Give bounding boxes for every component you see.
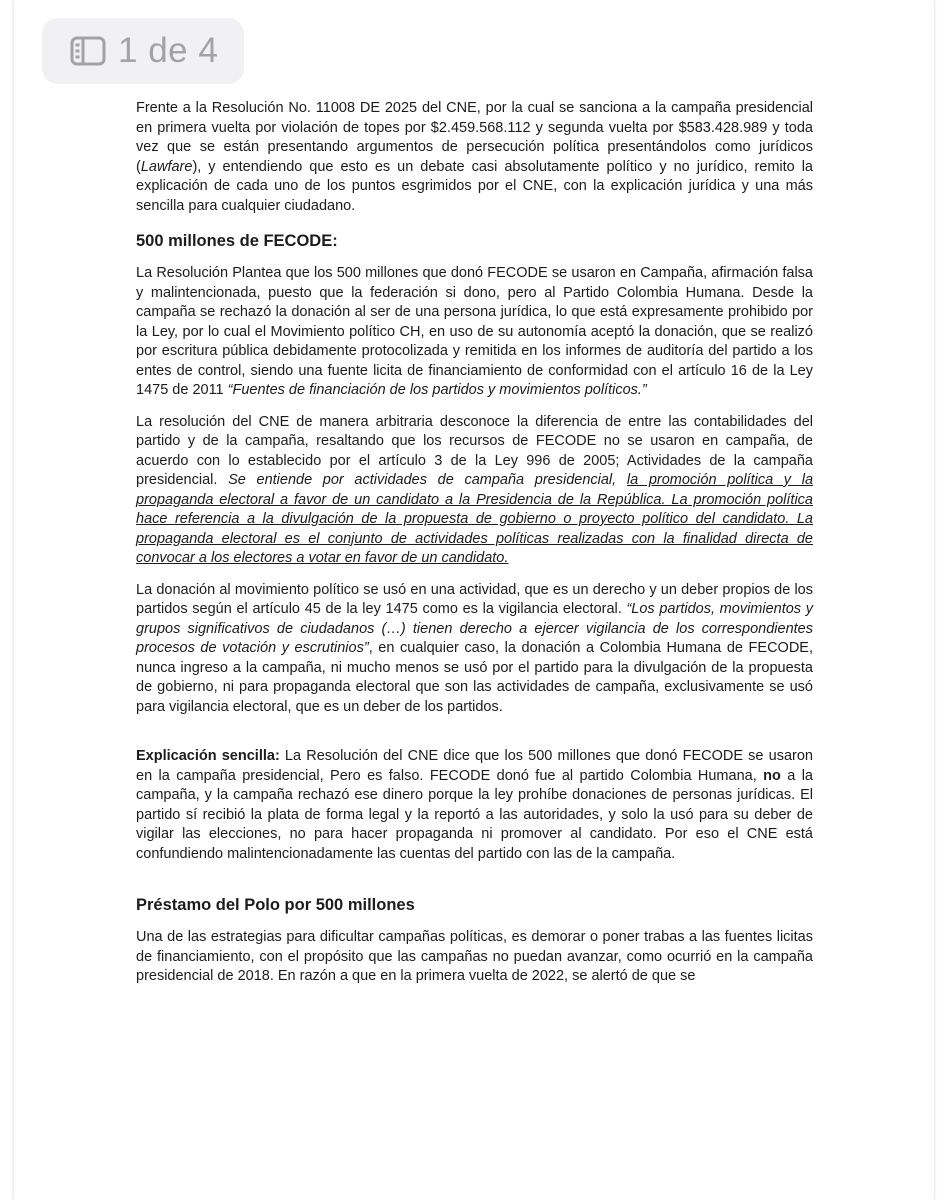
heading-prestamo: Préstamo del Polo por 500 millones [136,896,415,914]
p4-text-1: La Resolución del CNE dice que los 500 millones que donó FECODE se usaron en la campaña presidencial, Pero es falso. FECODE donó fue al partido Colombia Humana, [136,748,813,784]
p3-text-1: La donación al movimiento político se usó en una actividad, que es un derecho y un deber propios de los partidos según el artículo 45 de la ley 1475 como es la vigilancia electoral. [136,581,813,617]
simple-explanation-paragraph [136,747,813,864]
p1-text: La Resolución Plantea que los 500 millones que donó FECODE se usaron en Campaña, afirmación falsa y malintencionada, puesto que la federación si dono, pero al Partido Colombia Humana. Desde la campaña se rechazó la donación al ser de una persona jurídica, lo que está expresamente prohibido por la Ley, por lo cual el Movimiento político CH, en uso de su autonomía aceptó la donación, que se realizó por escritura pública debidamente protocolizada y remitida en los informes de auditoría del partido a los entes de control, siendo una fuente licita de financiamiento de conformidad con el artículo 16 de la Ley 1475 de 2011 [136,265,813,398]
document-body [136,99,813,987]
p3-text-2: , en cualquier caso, la donación a Colombia Humana de FECODE, nunca ingreso a la campaña, ni mucho menos se usó por el partido para la divulgación de la propuesta de gobierno, ni para propaganda electoral que son las actividades de campaña, exclusivamente se usó para vigilancia electoral, que es un deber de los partidos. [136,640,813,715]
fecode-paragraph-2 [136,413,813,569]
p1-quote: “Fuentes de financiación de los partidos y movimientos políticos.” [227,382,647,398]
intro-text-1: Frente a la Resolución No. 11008 DE 2025 del CNE, por la cual se sanciona a la campaña presidencial en primera vuelta por violación de topes por $2.459.568.112 y segunda vuelta por $583.428.989 y toda vez que se están presentando argumentos de persecución política presentándolos como jurídicos ( [136,100,813,175]
p2-text: La resolución del CNE de manera arbitraria desconoce la diferencia de entre las contabilidades del partido y de la campaña, resaltando que los recursos de FECODE no se usaron en campaña, de acuerdo con lo establecido por el artículo 3 de la Ley 996 de 2005; Actividades de la campaña presidencial. [136,413,813,488]
heading-fecode: 500 millones de FECODE: [136,232,338,250]
fecode-paragraph-3 [136,581,813,718]
intro-lawfare: Lawfare [140,158,193,175]
prestamo-paragraph: Una de las estrategias para dificultar campañas políticas, es demorar o poner trabas a las fuentes licitas de financiamiento, con el propósito que las campañas no puedan avanzar, como ocurrió en la campaña presidencial de 2018. En razón a que en la primera vuelta de 2022, se alertó de que se [136,929,813,984]
p4-text-2: a la campaña, y la campaña rechazó ese dinero porque la ley prohíbe donaciones de personas jurídicas. El partido sí recibió la plata de forma legal y la reportó a las autoridades, y solo la usó para su deber de vigilar las elecciones, no para hacer propaganda ni promover al candidato. Por eso el CNE está confundiendo malintencionadamente las cuentas del partido con las de la campaña. [136,767,813,862]
fecode-paragraph-1 [136,264,813,401]
intro-paragraph [136,99,813,216]
p3-quote: “Los partidos, movimientos y grupos significativos de ciudadanos (…) tienen derecho a ejercer vigilancia de los correspondientes procesos de votación y escrutinios” [136,601,813,656]
p4-bold-no: no [763,767,781,784]
page-number-text: 1 de 4 [118,31,219,70]
sidebar-icon[interactable] [70,36,106,66]
intro-text-2: ), y entendiendo que esto es un debate casi absolutamente político y no jurídico, remito la explicación de cada uno de los puntos esgrimidos por el CNE, con la explicación jurídica y una más sencilla para cualquier ciudadano. [136,158,813,214]
simple-explanation-label: Explicación sencilla: [136,748,280,764]
p2-italic: Se entiende por actividades de campaña presidencial, [228,472,627,488]
page-indicator[interactable] [42,18,244,84]
p2-underlined-quote: la promoción política y la propaganda electoral a favor de un candidato a la Presidencia de la República. La promoción política hace referencia a la divulgación de la propuesta de gobierno o proyecto político del candidato. La propaganda electoral es el conjunto de actividades políticas realizadas con la finalidad directa de convocar a los electores a votar en favor de un candidato. [136,472,814,566]
